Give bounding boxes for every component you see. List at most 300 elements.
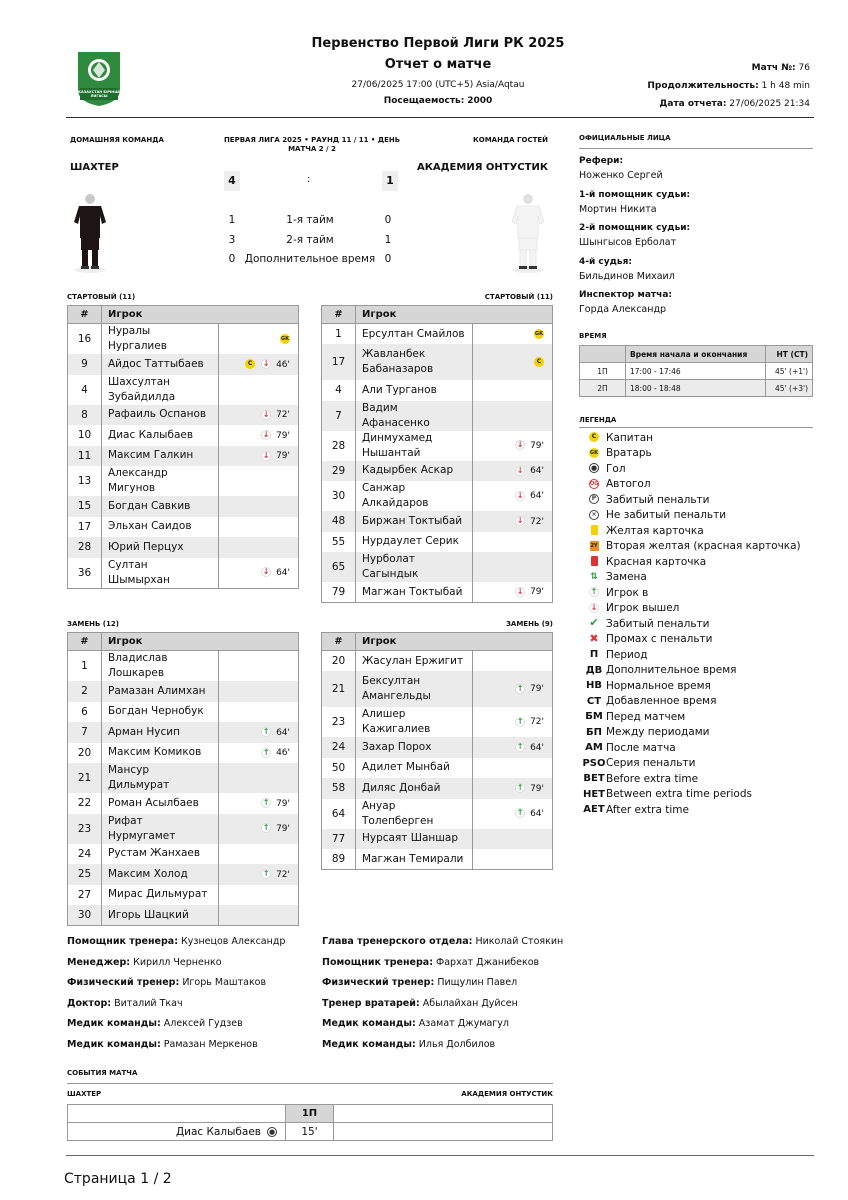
- col-num: #: [68, 306, 102, 324]
- player-name: Владислав Лошкарев: [102, 651, 219, 682]
- player-in-icon: ↑: [262, 747, 270, 757]
- staff-name: Алексей Гудзев: [163, 1018, 243, 1029]
- player-row: [68, 446, 299, 467]
- player-row: [68, 702, 299, 723]
- staff-role: Помощник тренера:: [67, 936, 179, 947]
- player-name: Жасулан Ержигит: [356, 651, 473, 672]
- player-in-icon: ↑: [262, 727, 270, 736]
- legend-item: [582, 492, 812, 508]
- period-away-score: 1: [384, 233, 392, 246]
- player-name: Кадырбек Аскар: [356, 461, 473, 482]
- player-row: [68, 558, 299, 589]
- player-row: [322, 799, 553, 829]
- away-kit-icon: [508, 190, 548, 274]
- header-divider: [66, 117, 814, 118]
- player-row: [322, 552, 553, 582]
- player-number: 16: [68, 324, 102, 355]
- home-start-table-wrap: [67, 305, 299, 589]
- player-events: [473, 431, 553, 461]
- player-number: 11: [68, 446, 102, 467]
- legend-abbr-item: [582, 647, 812, 663]
- home-team-label: ДОМАШНЯЯ КОМАНДА: [70, 136, 164, 144]
- player-number: 48: [322, 511, 356, 532]
- legend-abbr-item: [582, 709, 812, 725]
- player-number: 79: [322, 582, 356, 603]
- legend-abbr: ДВ: [585, 664, 603, 676]
- player-number: 28: [322, 431, 356, 461]
- time-period: 1П: [580, 363, 626, 380]
- legend-text: Промах с пенальти: [606, 633, 713, 646]
- player-events: [219, 743, 299, 764]
- event-minute: 15': [286, 1123, 334, 1141]
- player-row: [322, 431, 553, 461]
- player-name: Биржан Токтыбай: [356, 511, 473, 532]
- player-events: [219, 651, 299, 682]
- player-number: 25: [68, 864, 102, 885]
- away-start-table-wrap: [321, 305, 553, 603]
- legend-abbr: PSO: [582, 757, 606, 769]
- player-name: Рифат Нурмугамет: [102, 814, 219, 844]
- player-row: [322, 707, 553, 737]
- staff-role: Физический тренер:: [322, 977, 435, 988]
- player-events: [473, 737, 553, 758]
- legend-abbr: П: [589, 649, 599, 661]
- legend-symbol: [582, 479, 606, 490]
- player-row: [68, 405, 299, 426]
- col-player: Игрок: [102, 306, 299, 324]
- player-row: [322, 481, 553, 511]
- col-player: Игрок: [356, 633, 553, 651]
- player-out-icon: ↓: [590, 602, 598, 612]
- player-row: [322, 829, 553, 850]
- player-row: [322, 401, 553, 431]
- legend-abbr-item: [582, 802, 812, 818]
- player-events: [473, 380, 553, 401]
- yellow-card-icon: [591, 525, 598, 535]
- player-name: Рафаиль Оспанов: [102, 405, 219, 426]
- home-kit-icon: [70, 190, 110, 274]
- event-minute: 72': [276, 410, 290, 420]
- player-name: Диляс Донбай: [356, 778, 473, 799]
- col-num: #: [68, 633, 102, 651]
- player-number: 20: [68, 743, 102, 764]
- player-number: 1: [322, 324, 356, 345]
- player-name: Рамазан Алимхан: [102, 681, 219, 702]
- player-number: 30: [68, 905, 102, 926]
- logo-text: КАЗАХСТАН БІРІНШІ ЛИГАСЫ: [78, 90, 120, 98]
- time-row: [580, 363, 813, 380]
- staff-name: Игорь Маштаков: [182, 977, 267, 988]
- player-events: [219, 702, 299, 723]
- player-number: 8: [68, 405, 102, 426]
- away-subs-label: ЗАМЕНЬ (9): [505, 620, 553, 628]
- report-title: Первенство Первой Лиги РК 2025: [311, 36, 565, 51]
- player-row: [68, 466, 299, 496]
- page-number: Страница 1 / 2: [64, 1171, 172, 1187]
- staff-item: [67, 957, 317, 978]
- events-period-header: 1П: [286, 1105, 334, 1123]
- col-start-end: Время начала и окончания: [626, 346, 766, 363]
- events-away-col: [334, 1105, 553, 1123]
- player-number: 7: [68, 722, 102, 743]
- footer-divider: [66, 1155, 814, 1156]
- player-events: [473, 799, 553, 829]
- legend-abbr: BET: [583, 773, 605, 785]
- player-number: 4: [322, 380, 356, 401]
- time-nt: 45' (+3'): [766, 380, 813, 397]
- staff-role: Медик команды:: [322, 1038, 416, 1050]
- player-number: 27: [68, 885, 102, 906]
- player-row: [68, 496, 299, 517]
- player-name: Мирас Дильмурат: [102, 885, 219, 906]
- player-events: [219, 763, 299, 793]
- player-row: [322, 532, 553, 553]
- events-table: [67, 1104, 553, 1141]
- player-events: [473, 401, 553, 431]
- player-row: [322, 737, 553, 758]
- legend-symbol: [582, 618, 606, 629]
- player-row: [322, 380, 553, 401]
- event-away-player: [334, 1123, 553, 1141]
- legend-text: Капитан: [606, 431, 653, 444]
- legend-text: Вторая желтая (красная карточка): [606, 540, 801, 553]
- legend-text: Между периодами: [606, 726, 710, 739]
- home-subs-table-wrap: [67, 632, 299, 926]
- player-events: [219, 681, 299, 702]
- player-events: [473, 481, 553, 511]
- player-row: [68, 844, 299, 865]
- legend-text: Нормальное время: [606, 679, 711, 692]
- player-events: [473, 778, 553, 799]
- goal-ball-icon: ●: [268, 1127, 276, 1136]
- player-number: 21: [68, 763, 102, 793]
- home-subs-label: ЗАМЕНЬ (12): [67, 620, 119, 628]
- own-goal-icon: OG: [590, 480, 599, 487]
- player-out-icon: ↓: [516, 440, 524, 450]
- event-minute: 79': [530, 587, 544, 598]
- player-in-icon: ↑: [516, 683, 524, 693]
- official-name: Шынгысов Ерболат: [579, 237, 677, 248]
- official-role: 1-й помощник судьи:: [579, 189, 691, 200]
- player-events: [473, 324, 553, 345]
- penalty-missed-icon: ×: [589, 510, 599, 520]
- legend-text: Игрок в: [606, 586, 649, 599]
- away-start-label: СТАРТОВЫЙ (11): [484, 293, 553, 301]
- player-events: [219, 844, 299, 865]
- time-row: [580, 380, 813, 397]
- report-date: Дата отчета: 27/06/2025 21:34: [659, 99, 810, 109]
- player-events: [473, 344, 553, 380]
- player-events: [473, 532, 553, 553]
- staff-name: Илья Долбилов: [418, 1038, 496, 1050]
- col-num: #: [322, 633, 356, 651]
- staff-role: Физический тренер:: [67, 977, 180, 988]
- player-number: 9: [68, 354, 102, 375]
- staff-item: [322, 957, 572, 978]
- legend-item: [582, 446, 812, 462]
- official-name: Горда Александр: [579, 304, 667, 315]
- event-minute: 64': [530, 808, 544, 819]
- legend-abbr-item: [582, 740, 812, 756]
- legend-symbol: [582, 525, 606, 536]
- player-events: [219, 496, 299, 517]
- player-events: [473, 552, 553, 582]
- legend-symbol: [582, 541, 606, 552]
- player-name: Юрий Перцух: [102, 537, 219, 558]
- officials-divider: [579, 148, 813, 149]
- player-number: 21: [322, 671, 356, 707]
- player-number: 89: [322, 849, 356, 870]
- home-start-label: СТАРТОВЫЙ (11): [67, 293, 136, 301]
- col-player: Игрок: [356, 306, 553, 324]
- time-label: ВРЕМЯ: [579, 332, 607, 340]
- event-minute: 64': [276, 727, 290, 738]
- officials-label: ОФИЦИАЛЬНЫЕ ЛИЦА: [579, 134, 671, 142]
- player-events: [473, 511, 553, 532]
- player-number: 65: [322, 552, 356, 582]
- player-number: 20: [322, 651, 356, 672]
- staff-item: [322, 936, 572, 957]
- player-name: Мансур Дильмурат: [102, 763, 219, 793]
- player-events: [219, 864, 299, 885]
- captain-icon: C: [589, 432, 599, 442]
- player-number: 1: [68, 651, 102, 682]
- legend-symbol: [582, 494, 606, 505]
- player-out-icon: ↓: [262, 359, 270, 368]
- player-row: [322, 511, 553, 532]
- away-subs-table: [321, 632, 553, 870]
- player-name: Максим Галкин: [102, 446, 219, 467]
- player-row: [322, 778, 553, 799]
- event-minute: 72': [276, 869, 290, 880]
- staff-item: [322, 998, 572, 1019]
- player-number: 2: [68, 681, 102, 702]
- legend-item: [582, 539, 812, 555]
- player-number: 36: [68, 558, 102, 589]
- player-events: [219, 558, 299, 589]
- event-minute: 79': [530, 684, 544, 695]
- player-events: [219, 425, 299, 446]
- col-nt: НТ (СТ): [766, 346, 813, 363]
- penalty-scored-icon: P: [589, 494, 599, 504]
- legend-item: [582, 601, 812, 617]
- events-table-wrap: [67, 1104, 553, 1141]
- player-number: 58: [322, 778, 356, 799]
- player-row: [68, 537, 299, 558]
- player-number: 55: [322, 532, 356, 553]
- event-minute: 79': [276, 430, 290, 441]
- player-row: [322, 344, 553, 380]
- second-yellow-icon: 2Y: [590, 542, 598, 549]
- player-number: 23: [322, 707, 356, 737]
- player-row: [322, 324, 553, 345]
- player-in-icon: ↑: [262, 869, 270, 878]
- official-name: Мортин Никита: [579, 203, 657, 215]
- captain-icon: C: [534, 357, 544, 367]
- staff-name: Азамат Джумагул: [418, 1018, 509, 1029]
- col-player: Игрок: [102, 633, 299, 651]
- legend-item: [582, 461, 812, 477]
- legend-item: [582, 430, 812, 446]
- player-name: Бексултан Амангельды: [356, 671, 473, 707]
- player-events: [219, 324, 299, 355]
- legend-symbol: [582, 603, 606, 614]
- time-range: 18:00 - 18:48: [626, 380, 766, 397]
- legend-abbr-item: [582, 663, 812, 679]
- legend-abbr: БМ: [585, 711, 603, 723]
- player-events: [219, 466, 299, 496]
- player-events: [219, 375, 299, 405]
- player-row: [322, 582, 553, 603]
- player-name: Игорь Шацкий: [102, 905, 219, 926]
- player-in-icon: ↑: [516, 742, 524, 751]
- legend-text: After extra time: [606, 803, 689, 816]
- legend-text: Красная карточка: [606, 555, 707, 568]
- player-name: Шахсултан Зубайдилда: [102, 375, 219, 405]
- staff-item: [67, 977, 317, 998]
- away-staff-list: [322, 936, 572, 1059]
- time-period: 2П: [580, 380, 626, 397]
- player-row: [322, 461, 553, 482]
- legend-text: Гол: [606, 462, 626, 475]
- legend-symbol: [582, 631, 606, 645]
- player-events: [473, 671, 553, 707]
- red-card-icon: [591, 556, 598, 566]
- time-table: [579, 345, 813, 397]
- player-out-icon: ↓: [262, 409, 270, 419]
- legend-item: [582, 616, 812, 632]
- official-name: Ноженко Сергей: [579, 170, 663, 181]
- away-team-name: АКАДЕМИЯ ОНТУСТИК: [417, 162, 548, 173]
- time-range: 17:00 - 17:46: [626, 363, 766, 380]
- player-row: [68, 425, 299, 446]
- legend-list: [582, 430, 812, 818]
- round-label: ПЕРВАЯ ЛИГА 2025 • РАУНД 11 / 11 • ДЕНЬ МАТЧА 2 / 2: [223, 136, 401, 153]
- player-number: 24: [322, 737, 356, 758]
- player-row: [68, 793, 299, 814]
- events-home-col: [68, 1105, 286, 1123]
- player-name: Нурсаят Шаншар: [356, 829, 473, 850]
- legend-symbol: [582, 510, 606, 521]
- staff-item: [322, 1039, 572, 1060]
- staff-role: Медик команды:: [67, 1038, 161, 1050]
- home-staff-list: [67, 936, 317, 1059]
- substitution-icon: ⇅: [590, 571, 598, 582]
- player-row: [322, 849, 553, 870]
- player-name: Динмухамед Нышантай: [356, 431, 473, 461]
- player-events: [219, 517, 299, 538]
- staff-item: [67, 936, 317, 957]
- player-events: [219, 537, 299, 558]
- staff-item: [67, 998, 317, 1019]
- legend-text: Перед матчем: [606, 710, 686, 723]
- event-home-player: Диас Калыбаев: [175, 1125, 261, 1138]
- player-in-icon: ↑: [516, 808, 524, 818]
- player-events: [219, 814, 299, 844]
- legend-abbr-item: [582, 678, 812, 694]
- event-minute: 79': [276, 823, 290, 834]
- legend-text: Серия пенальти: [606, 757, 696, 770]
- match-datetime: 27/06/2025 17:00 (UTC+5) Asia/Aqtau: [351, 80, 525, 90]
- player-events: [219, 885, 299, 906]
- staff-role: Доктор:: [67, 997, 112, 1009]
- staff-name: Рамазан Меркенов: [163, 1038, 258, 1050]
- player-out-icon: ↓: [516, 516, 524, 525]
- event-minute: 72': [530, 717, 544, 728]
- player-number: 4: [68, 375, 102, 405]
- player-number: 17: [68, 517, 102, 538]
- player-row: [322, 671, 553, 707]
- player-row: [68, 743, 299, 764]
- player-name: Арман Нусип: [102, 722, 219, 743]
- goalkeeper-icon: GK: [281, 335, 289, 342]
- away-team-label: КОМАНДА ГОСТЕЙ: [473, 136, 548, 144]
- legend-item: [582, 523, 812, 539]
- away-subs-table-wrap: [321, 632, 553, 870]
- player-number: 22: [68, 793, 102, 814]
- penalty-check-icon: ✔: [589, 616, 599, 630]
- legend-text: Before extra time: [606, 772, 699, 785]
- official-role: Инспектор матча:: [579, 290, 672, 300]
- player-events: [473, 849, 553, 870]
- player-number: 50: [322, 758, 356, 779]
- events-divider: [67, 1083, 553, 1084]
- event-row: [68, 1123, 553, 1141]
- staff-item: [322, 1018, 572, 1039]
- staff-item: [322, 977, 572, 998]
- player-number: 10: [68, 425, 102, 446]
- player-row: [322, 758, 553, 779]
- period-away-score: 0: [384, 214, 392, 226]
- player-out-icon: ↓: [262, 430, 270, 439]
- events-home-team: ШАХТЕР: [67, 1090, 102, 1098]
- legend-item: [582, 508, 812, 524]
- player-name: Нурболат Сагындык: [356, 552, 473, 582]
- legend-symbol: [582, 556, 606, 567]
- player-row: [68, 517, 299, 538]
- player-row: [68, 814, 299, 844]
- event-minute: 46': [276, 748, 290, 758]
- staff-name: Пищулин Павел: [437, 977, 518, 988]
- legend-text: Дополнительное время: [606, 664, 737, 677]
- legend-abbr-item: [582, 694, 812, 710]
- legend-text: Замена: [606, 571, 647, 584]
- staff-role: Медик команды:: [322, 1018, 416, 1029]
- legend-abbr-item: [582, 787, 812, 803]
- match-number: Матч №: 76: [751, 63, 810, 73]
- player-name: Диас Калыбаев: [102, 425, 219, 446]
- player-number: 77: [322, 829, 356, 850]
- legend-text: Не забитый пенальти: [606, 509, 727, 522]
- player-events: [473, 707, 553, 737]
- legend-abbr-item: [582, 725, 812, 741]
- period-home-score: 0: [228, 253, 236, 265]
- time-table-wrap: [579, 345, 813, 397]
- staff-name: Виталий Ткач: [114, 997, 183, 1009]
- player-row: [68, 763, 299, 793]
- player-number: 29: [322, 461, 356, 482]
- staff-name: Фархат Джанибеков: [436, 956, 540, 968]
- legend-text: Забитый пенальти: [606, 493, 710, 506]
- legend-text: Автогол: [606, 478, 651, 491]
- player-number: 24: [68, 844, 102, 865]
- player-events: [473, 582, 553, 603]
- captain-icon: C: [245, 359, 255, 369]
- player-name: Айдос Таттыбаев: [102, 354, 219, 375]
- player-number: 23: [68, 814, 102, 844]
- player-name: Богдан Чернобук: [102, 702, 219, 723]
- event-minute: 64': [530, 491, 544, 502]
